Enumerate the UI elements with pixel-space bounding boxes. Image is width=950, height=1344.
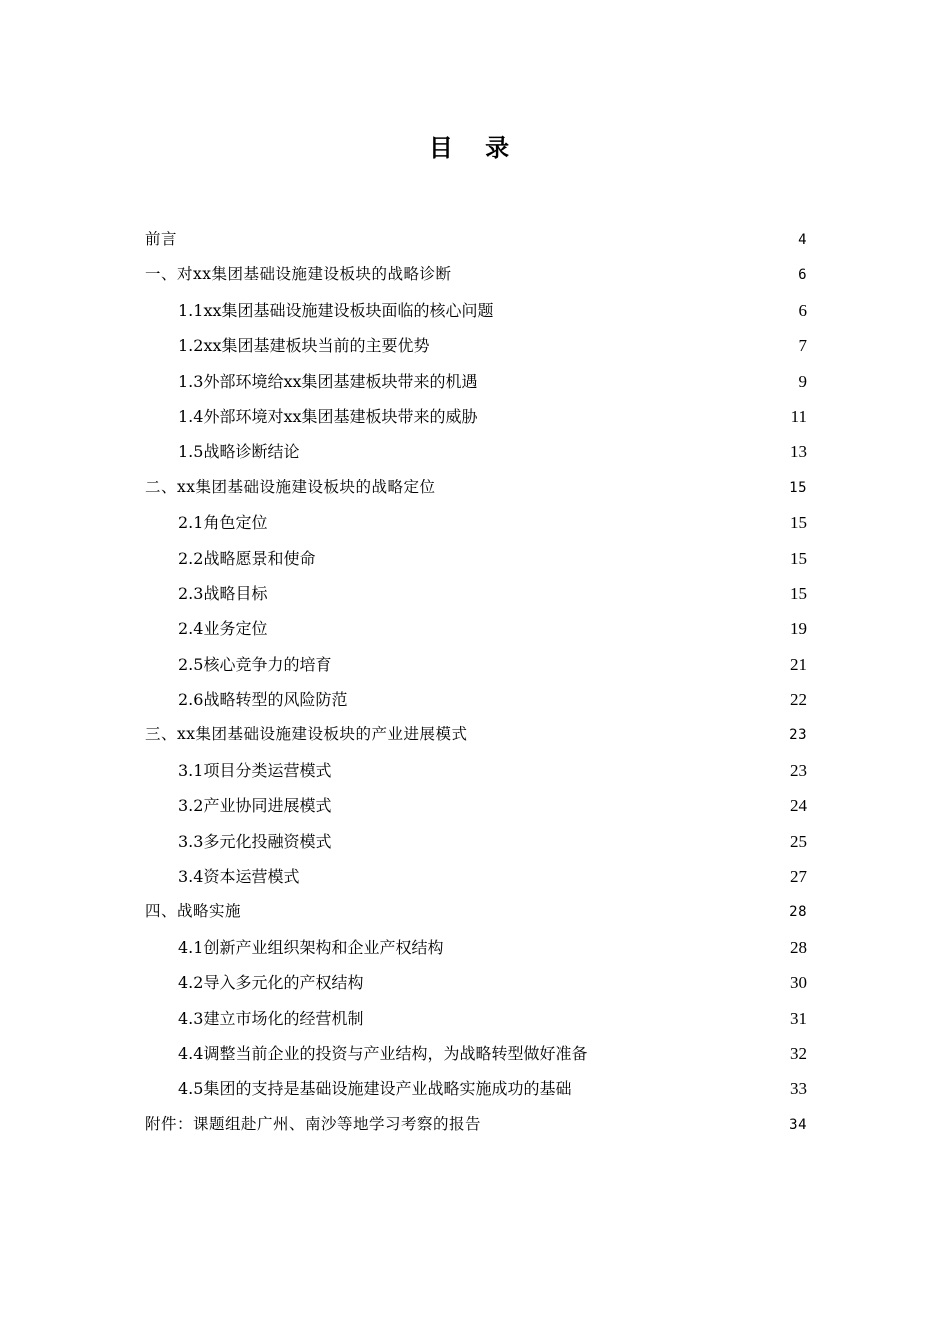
toc-entry-label: 三、xx集团基础设施建设板块的产业进展模式: [145, 725, 468, 744]
toc-entry-label: 3.1项目分类运营模式: [178, 760, 332, 780]
toc-entry[interactable]: [145, 682, 807, 717]
table-of-contents: [145, 222, 807, 1142]
toc-entry-label: 2.1角色定位: [178, 513, 268, 533]
toc-entry-label: 二、xx集团基础设施建设板块的战略定位: [145, 477, 436, 496]
toc-entry[interactable]: [145, 399, 807, 434]
toc-page-number: 28: [790, 937, 807, 957]
toc-page-number: 15: [790, 513, 807, 533]
toc-entry[interactable]: [145, 1036, 807, 1071]
toc-page-number: 11: [790, 406, 807, 426]
toc-page-number: 24: [790, 796, 807, 816]
toc-entry[interactable]: [145, 647, 807, 682]
toc-entry-label: 前言: [145, 230, 178, 248]
toc-entry-label: 4.4调整当前企业的投资与产业结构，为战略转型做好准备: [178, 1043, 588, 1063]
toc-entry-label: 附件：课题组赴广州、南沙等地学习考察的报告: [145, 1114, 482, 1133]
toc-page-number: 34: [789, 1116, 807, 1133]
toc-entry[interactable]: [145, 470, 807, 505]
toc-entry-label: 2.4业务定位: [178, 619, 268, 639]
toc-entry-label: 2.5核心竞争力的培育: [178, 654, 332, 674]
toc-page-number: 25: [790, 831, 807, 851]
toc-entry-label: 2.3战略目标: [178, 583, 268, 603]
toc-entry-label: 2.2战略愿景和使命: [178, 548, 316, 568]
toc-entry[interactable]: [145, 788, 807, 823]
toc-entry[interactable]: [145, 1001, 807, 1036]
toc-entry[interactable]: [145, 717, 807, 752]
toc-entry-label: 四、战略实施: [145, 902, 242, 921]
toc-entry[interactable]: [145, 293, 807, 328]
toc-entry-label: 4.1创新产业组织架构和企业产权结构: [178, 937, 444, 957]
toc-page-number: 28: [789, 904, 807, 921]
toc-page-number: 27: [790, 867, 807, 887]
toc-entry-label: 1.4外部环境对xx集团基建板块带来的威胁: [178, 406, 478, 426]
toc-page-number: 15: [789, 479, 807, 496]
toc-page-number: 15: [790, 548, 807, 568]
toc-page-number: 4: [798, 232, 807, 248]
toc-entry[interactable]: [145, 611, 807, 646]
toc-entry[interactable]: [145, 541, 807, 576]
toc-entry[interactable]: [145, 222, 807, 257]
toc-title: 目 录: [428, 133, 522, 162]
toc-page-number: 23: [789, 727, 807, 744]
toc-page-number: 9: [798, 371, 807, 391]
toc-page-number: 6: [798, 300, 807, 320]
toc-entry-label: 3.3多元化投融资模式: [178, 831, 332, 851]
toc-entry[interactable]: [145, 824, 807, 859]
toc-entry-label: 2.6战略转型的风险防范: [178, 690, 348, 710]
toc-entry[interactable]: [145, 1107, 807, 1142]
toc-entry[interactable]: [145, 364, 807, 399]
toc-entry[interactable]: [145, 1071, 807, 1106]
toc-page-number: 13: [790, 442, 807, 462]
toc-entry[interactable]: [145, 753, 807, 788]
toc-entry[interactable]: [145, 576, 807, 611]
toc-entry[interactable]: [145, 965, 807, 1000]
toc-page-number: 30: [790, 973, 807, 993]
toc-entry[interactable]: [145, 859, 807, 894]
toc-entry[interactable]: [145, 894, 807, 929]
toc-entry[interactable]: [145, 434, 807, 469]
toc-entry-label: 4.2导入多元化的产权结构: [178, 973, 364, 993]
toc-entry-label: 1.5战略诊断结论: [178, 442, 300, 462]
toc-page-number: 6: [798, 267, 807, 284]
toc-entry-label: 1.3外部环境给xx集团基建板块带来的机遇: [178, 371, 478, 391]
toc-entry[interactable]: [145, 328, 807, 363]
toc-entry-label: 4.5集团的支持是基础设施建设产业战略实施成功的基础: [178, 1079, 572, 1099]
toc-entry[interactable]: [145, 505, 807, 540]
toc-entry[interactable]: [145, 930, 807, 965]
toc-page-number: 23: [790, 760, 807, 780]
toc-entry-label: 一、对xx集团基础设施建设板块的战略诊断: [145, 265, 452, 284]
toc-page-number: 32: [790, 1043, 807, 1063]
toc-page-number: 21: [790, 654, 807, 674]
toc-page-number: 19: [790, 619, 807, 639]
toc-entry-label: 1.2xx集团基建板块当前的主要优势: [178, 336, 430, 356]
toc-entry-label: 3.4资本运营模式: [178, 867, 300, 887]
toc-page-number: 15: [790, 583, 807, 603]
toc-entry-label: 4.3建立市场化的经营机制: [178, 1008, 364, 1028]
toc-page-number: 33: [790, 1079, 807, 1099]
toc-page-number: 7: [798, 336, 807, 356]
toc-page-number: 22: [790, 690, 807, 710]
toc-entry-label: 3.2产业协同进展模式: [178, 796, 332, 816]
toc-entry-label: 1.1xx集团基础设施建设板块面临的核心问题: [178, 300, 494, 320]
toc-entry[interactable]: [145, 257, 807, 292]
toc-page-number: 31: [790, 1008, 807, 1028]
